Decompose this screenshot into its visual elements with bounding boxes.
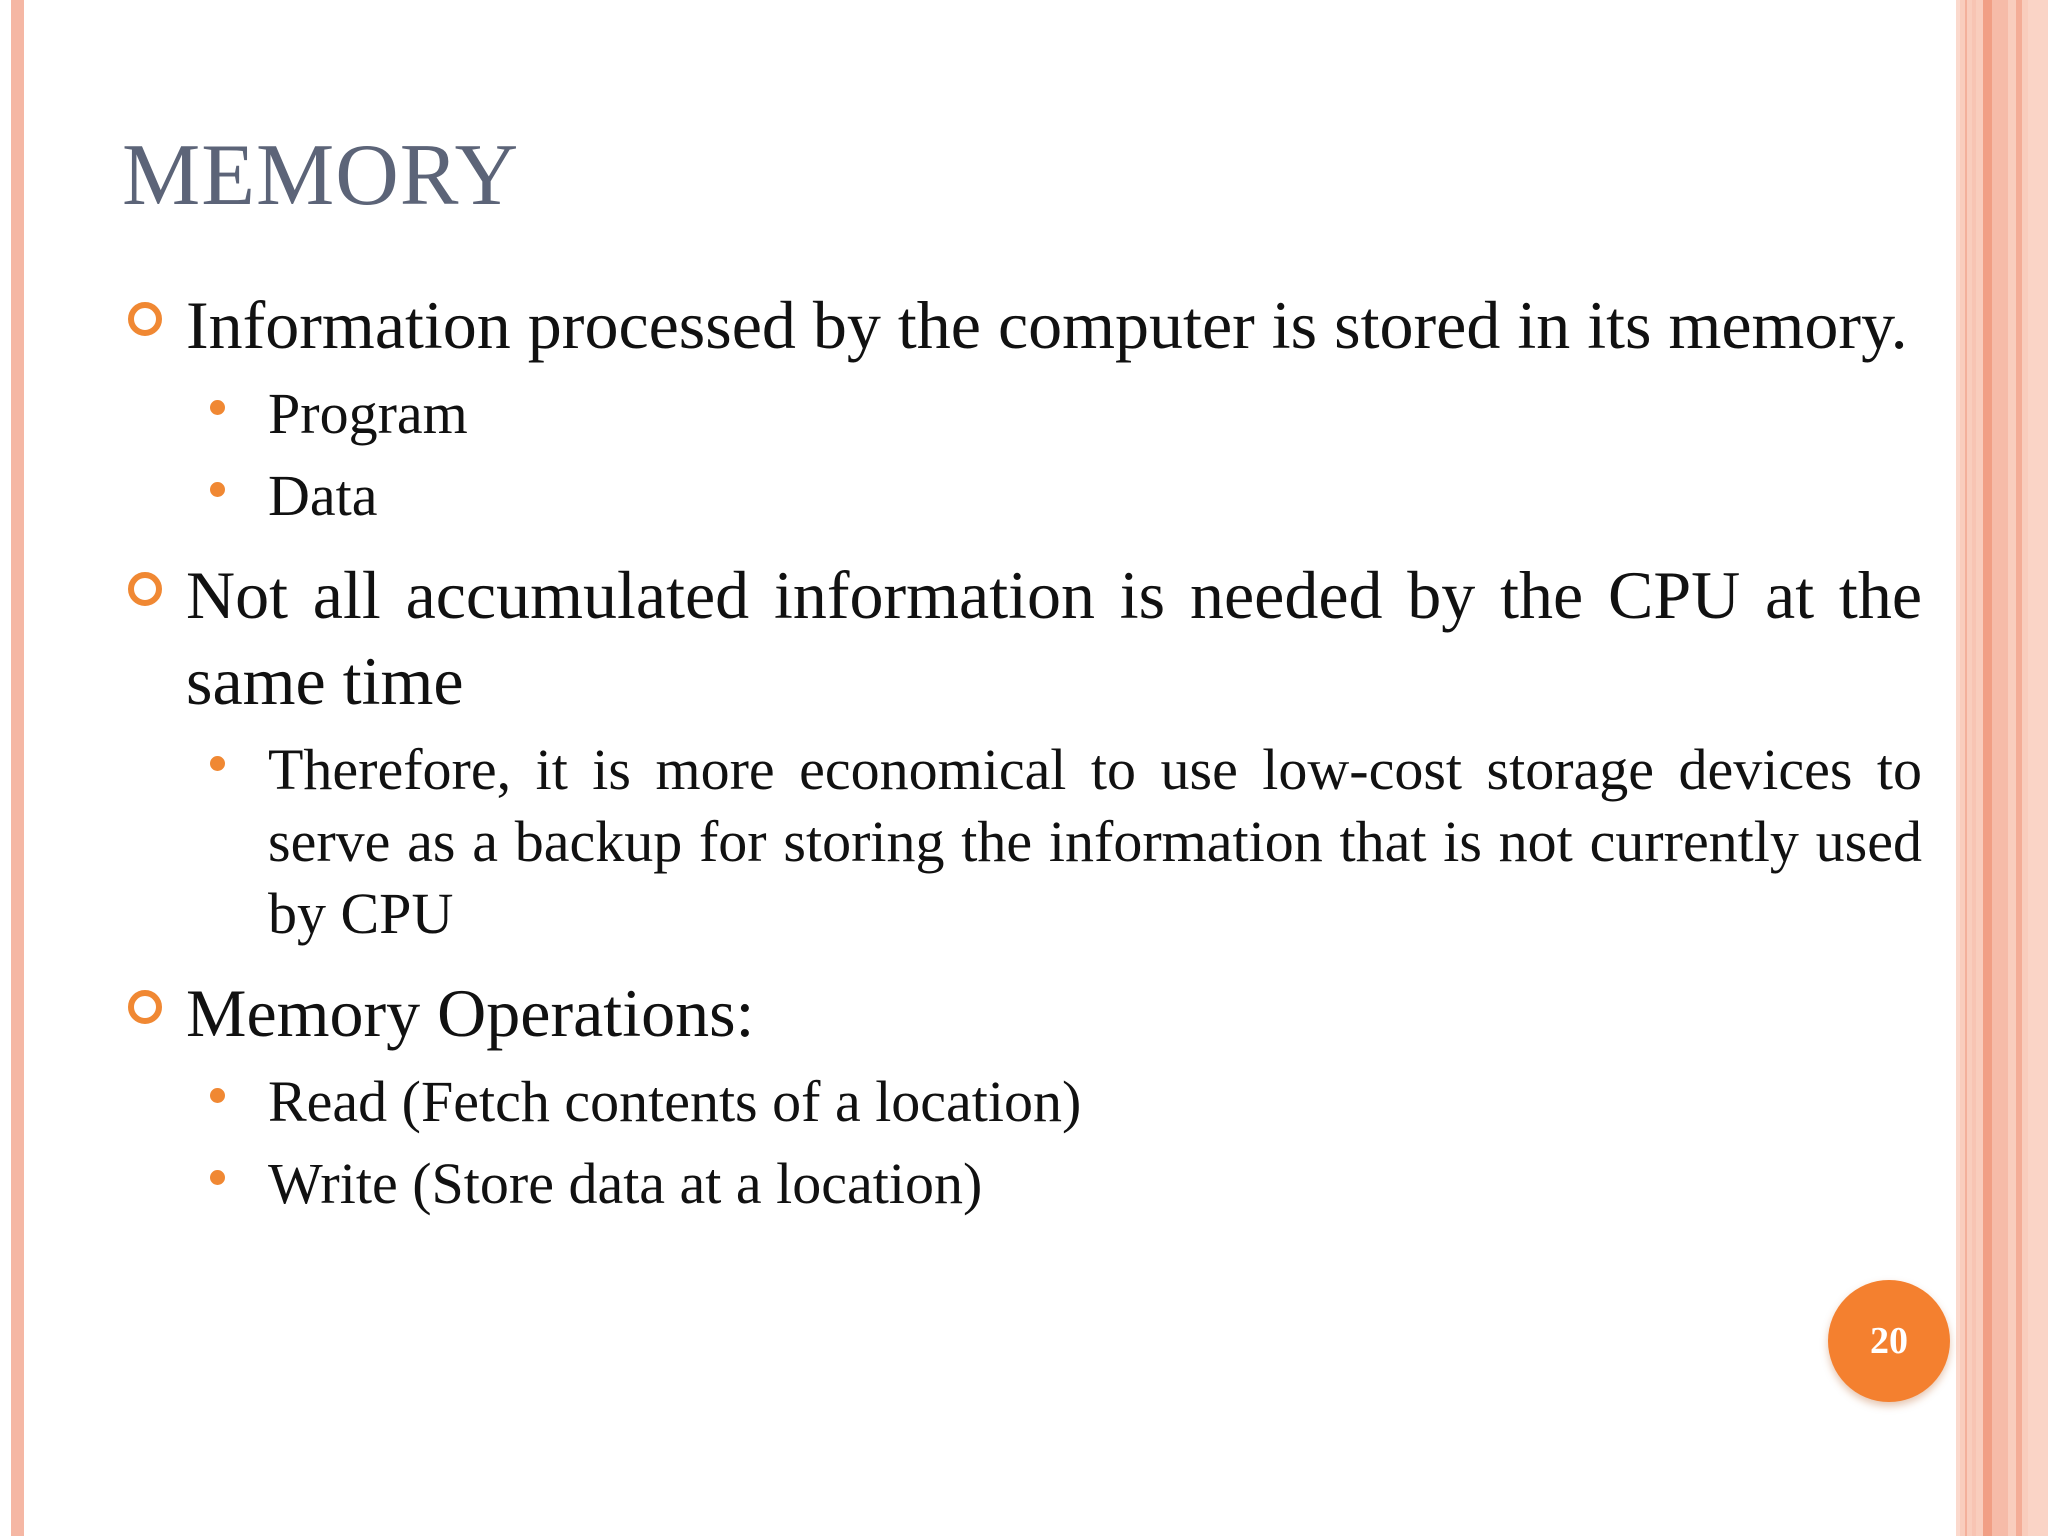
- ring-bullet-icon: [128, 572, 162, 606]
- sub-bullet-item: [122, 378, 1922, 450]
- ring-bullet-icon: [128, 302, 162, 336]
- sub-bullet-text: Data: [268, 463, 378, 528]
- left-decorative-stripe: [11, 0, 24, 1536]
- bullet-item: [122, 282, 1922, 368]
- slide-content: [122, 282, 1922, 1220]
- right-decorative-stripes: [1956, 0, 2048, 1536]
- ring-bullet-icon: [128, 990, 162, 1024]
- sub-bullet-item: [122, 734, 1922, 950]
- dot-bullet-icon: [210, 400, 225, 415]
- slide-number-badge: 20: [1828, 1280, 1950, 1402]
- sub-bullet-item: [122, 1066, 1922, 1138]
- dot-bullet-icon: [210, 1170, 225, 1185]
- dot-bullet-icon: [210, 1088, 225, 1103]
- dot-bullet-icon: [210, 482, 225, 497]
- dot-bullet-icon: [210, 756, 225, 771]
- sub-bullet-item: [122, 1148, 1922, 1220]
- slide-title: MEMORY: [122, 127, 520, 224]
- bullet-item: [122, 552, 1922, 724]
- bullet-text: Information processed by the computer is stored in its memory.: [186, 287, 1908, 363]
- sub-bullet-text: Program: [268, 381, 468, 446]
- sub-bullet-text: Write (Store data at a location): [268, 1151, 983, 1216]
- sub-bullet-text: Read (Fetch contents of a location): [268, 1069, 1082, 1134]
- bullet-item: [122, 970, 1922, 1056]
- sub-bullet-text: Therefore, it is more economical to use low-cost storage devices to serve as a backup for storing the information that is not currently used by CPU: [268, 737, 1922, 946]
- sub-bullet-item: [122, 460, 1922, 532]
- bullet-text: Memory Operations:: [186, 975, 755, 1051]
- bullet-text: Not all accumulated information is needed by the CPU at the same time: [186, 557, 1922, 719]
